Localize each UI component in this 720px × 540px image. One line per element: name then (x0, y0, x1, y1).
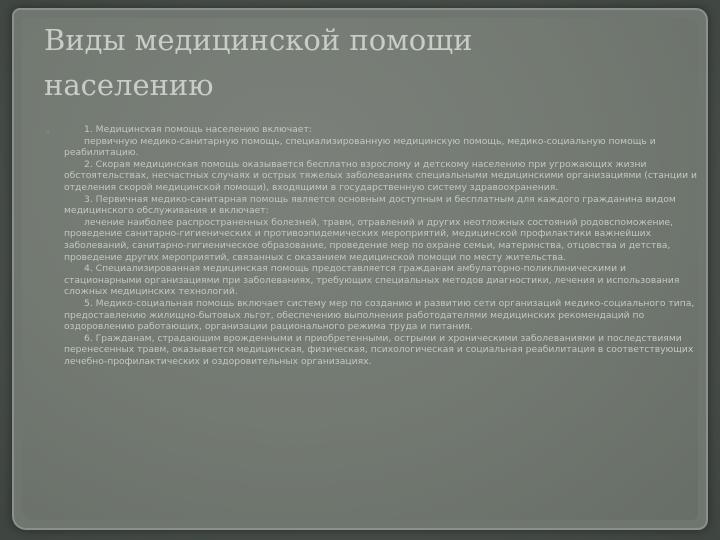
paragraph-4: 3. Первичная медико-санитарная помощь является основным доступным и бесплатным для каждого гражданина видом медицинского обслуживания и включает: (64, 193, 676, 217)
title-line-1: Виды медицинской помощи (44, 23, 473, 57)
paragraph-7: 5. Медико-социальная помощь включает систему мер по созданию и развитию сети организаций медико-социального типа, предоставлению жилищно-бытовых льгот, обеспечению выполнения работодателями медицинских рекомендаций по оздоровлению работающих, организации рационального режима труда и питания. (64, 297, 695, 333)
title-line-2: населению (44, 68, 214, 102)
bullet-icon: ◦ (45, 128, 51, 138)
paragraph-1: 1. Медицинская помощь населению включает: (84, 124, 312, 135)
paragraph-6: 4. Специализированная медицинская помощь предоставляется гражданам амбулаторно-поликлиническими и стационарными организациями при заболеваниях, требующих специальных методов диагностики, лечения и использования сложных медицинских технологий. (64, 263, 680, 298)
slide-title (44, 18, 664, 108)
paragraph-3: 2. Скорая медицинская помощь оказывается бесплатно взрослому и детскому населению при угрожающих жизни обстоятельствах, несчастных случаях и острых тяжелых заболеваниях специальными медицинскими организациями (станции и отделения скорой медицинской помощи), входящими в государственную систему здравоохранения. (64, 158, 697, 193)
slide-body (64, 124, 704, 367)
paragraph-8: 6. Гражданам, страдающим врожденными и приобретенными, острыми и хроническими заболеваниями и последствиями перенесенных травм, оказывается медицинская, физическая, психологическая и социальная реабилитация в соответствующих лечебно-профилактических и оздоровительных организациях. (64, 332, 694, 367)
paragraph-5: лечение наиболее распространенных болезней, травм, отравлений и других неотложных состояний родовспоможение, проведение санитарно-гигиенических и противоэпидемических мероприятий, медицинской профилактики важнейших заболеваний, санитарно-гигиеническое образование, проведение мер по охране семьи, материнства, отцовства и детства, проведение других мероприятий, связанных с оказанием медицинской помощи по месту жительства. (64, 216, 674, 263)
paragraph-2: первичную медико-санитарную помощь, специализированную медицинскую помощь, медико-социальную помощь и реабилитацию. (64, 135, 656, 159)
